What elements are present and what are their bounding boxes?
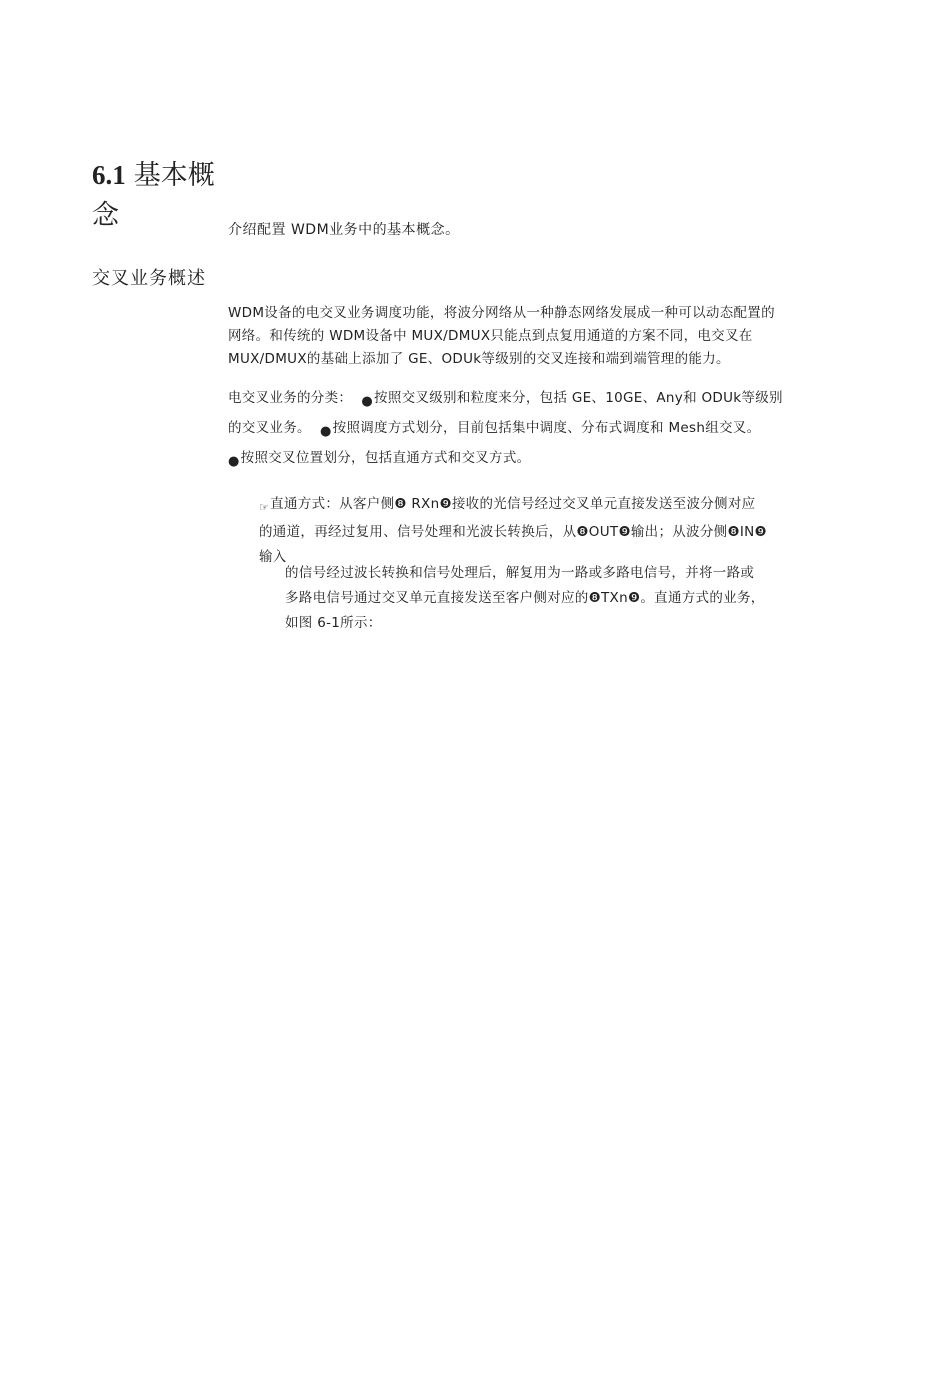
classification-lead: 电交叉业务的分类： [228,390,353,406]
bullet-icon: ● [320,424,332,439]
bullet-item-level: 按照交叉级别和粒度来分，包括 GE、10GE、Any和 ODUk等级别 [374,390,783,406]
direct-mode-line: 直通方式：从客户侧❽ RXn❾接收的光信号经过交叉单元直接发送至波分侧对应 [270,496,756,512]
text-line [228,445,783,475]
direct-mode-paragraph [259,492,767,570]
text-line [228,385,783,415]
section-heading [92,155,232,236]
text-line: MUX/DMUX的基础上添加了 GE、ODUk等级别的交叉连接和端到端管理的能力。 [228,351,730,367]
text-line [259,492,767,520]
section-intro: 介绍配置 WDM业务中的基本概念。 [228,222,460,238]
section-number: 6.1 [92,160,126,190]
text-line: 网络。和传统的 WDM设备中 MUX/DMUX只能点到点复用通道的方案不同，电交叉在 [228,328,753,344]
text-line: 的信号经过波长转换和信号处理后，解复用为一路或多路电信号，并将一路或 [285,565,755,581]
classification-paragraph [228,385,783,475]
section-title: 基本概念 [92,160,215,231]
direct-mode-continuation [285,561,765,636]
text-line: 的通道，再经过复用、信号处理和光波长转换后，从❽OUT❾输出；从波分侧❽IN❾ [259,524,767,540]
text-line: WDM设备的电交叉业务调度功能，将波分网络从一种静态网络发展成一种可以动态配置的 [228,305,775,321]
subsection-heading: 交叉业务概述 [92,268,206,289]
bullet-item-level-cont: 的交叉业务。 [228,420,311,436]
pointing-hand-icon: ☞ [259,501,270,514]
text-line: 多路电信号通过交叉单元直接发送至客户侧对应的❽TXn❾。直通方式的业务， [285,590,765,606]
bullet-icon: ● [228,454,240,469]
bullet-icon: ● [361,394,374,409]
bullet-item-position: 按照交叉位置划分，包括直通方式和交叉方式。 [240,450,531,466]
overview-paragraph [228,302,775,371]
text-line: 输入 [259,549,287,565]
bullet-item-method: 按照调度方式划分，目前包括集中调度、分布式调度和 Mesh组交叉。 [332,420,761,436]
text-line [228,415,783,445]
text-line: 如图 6-1所示： [285,615,382,631]
